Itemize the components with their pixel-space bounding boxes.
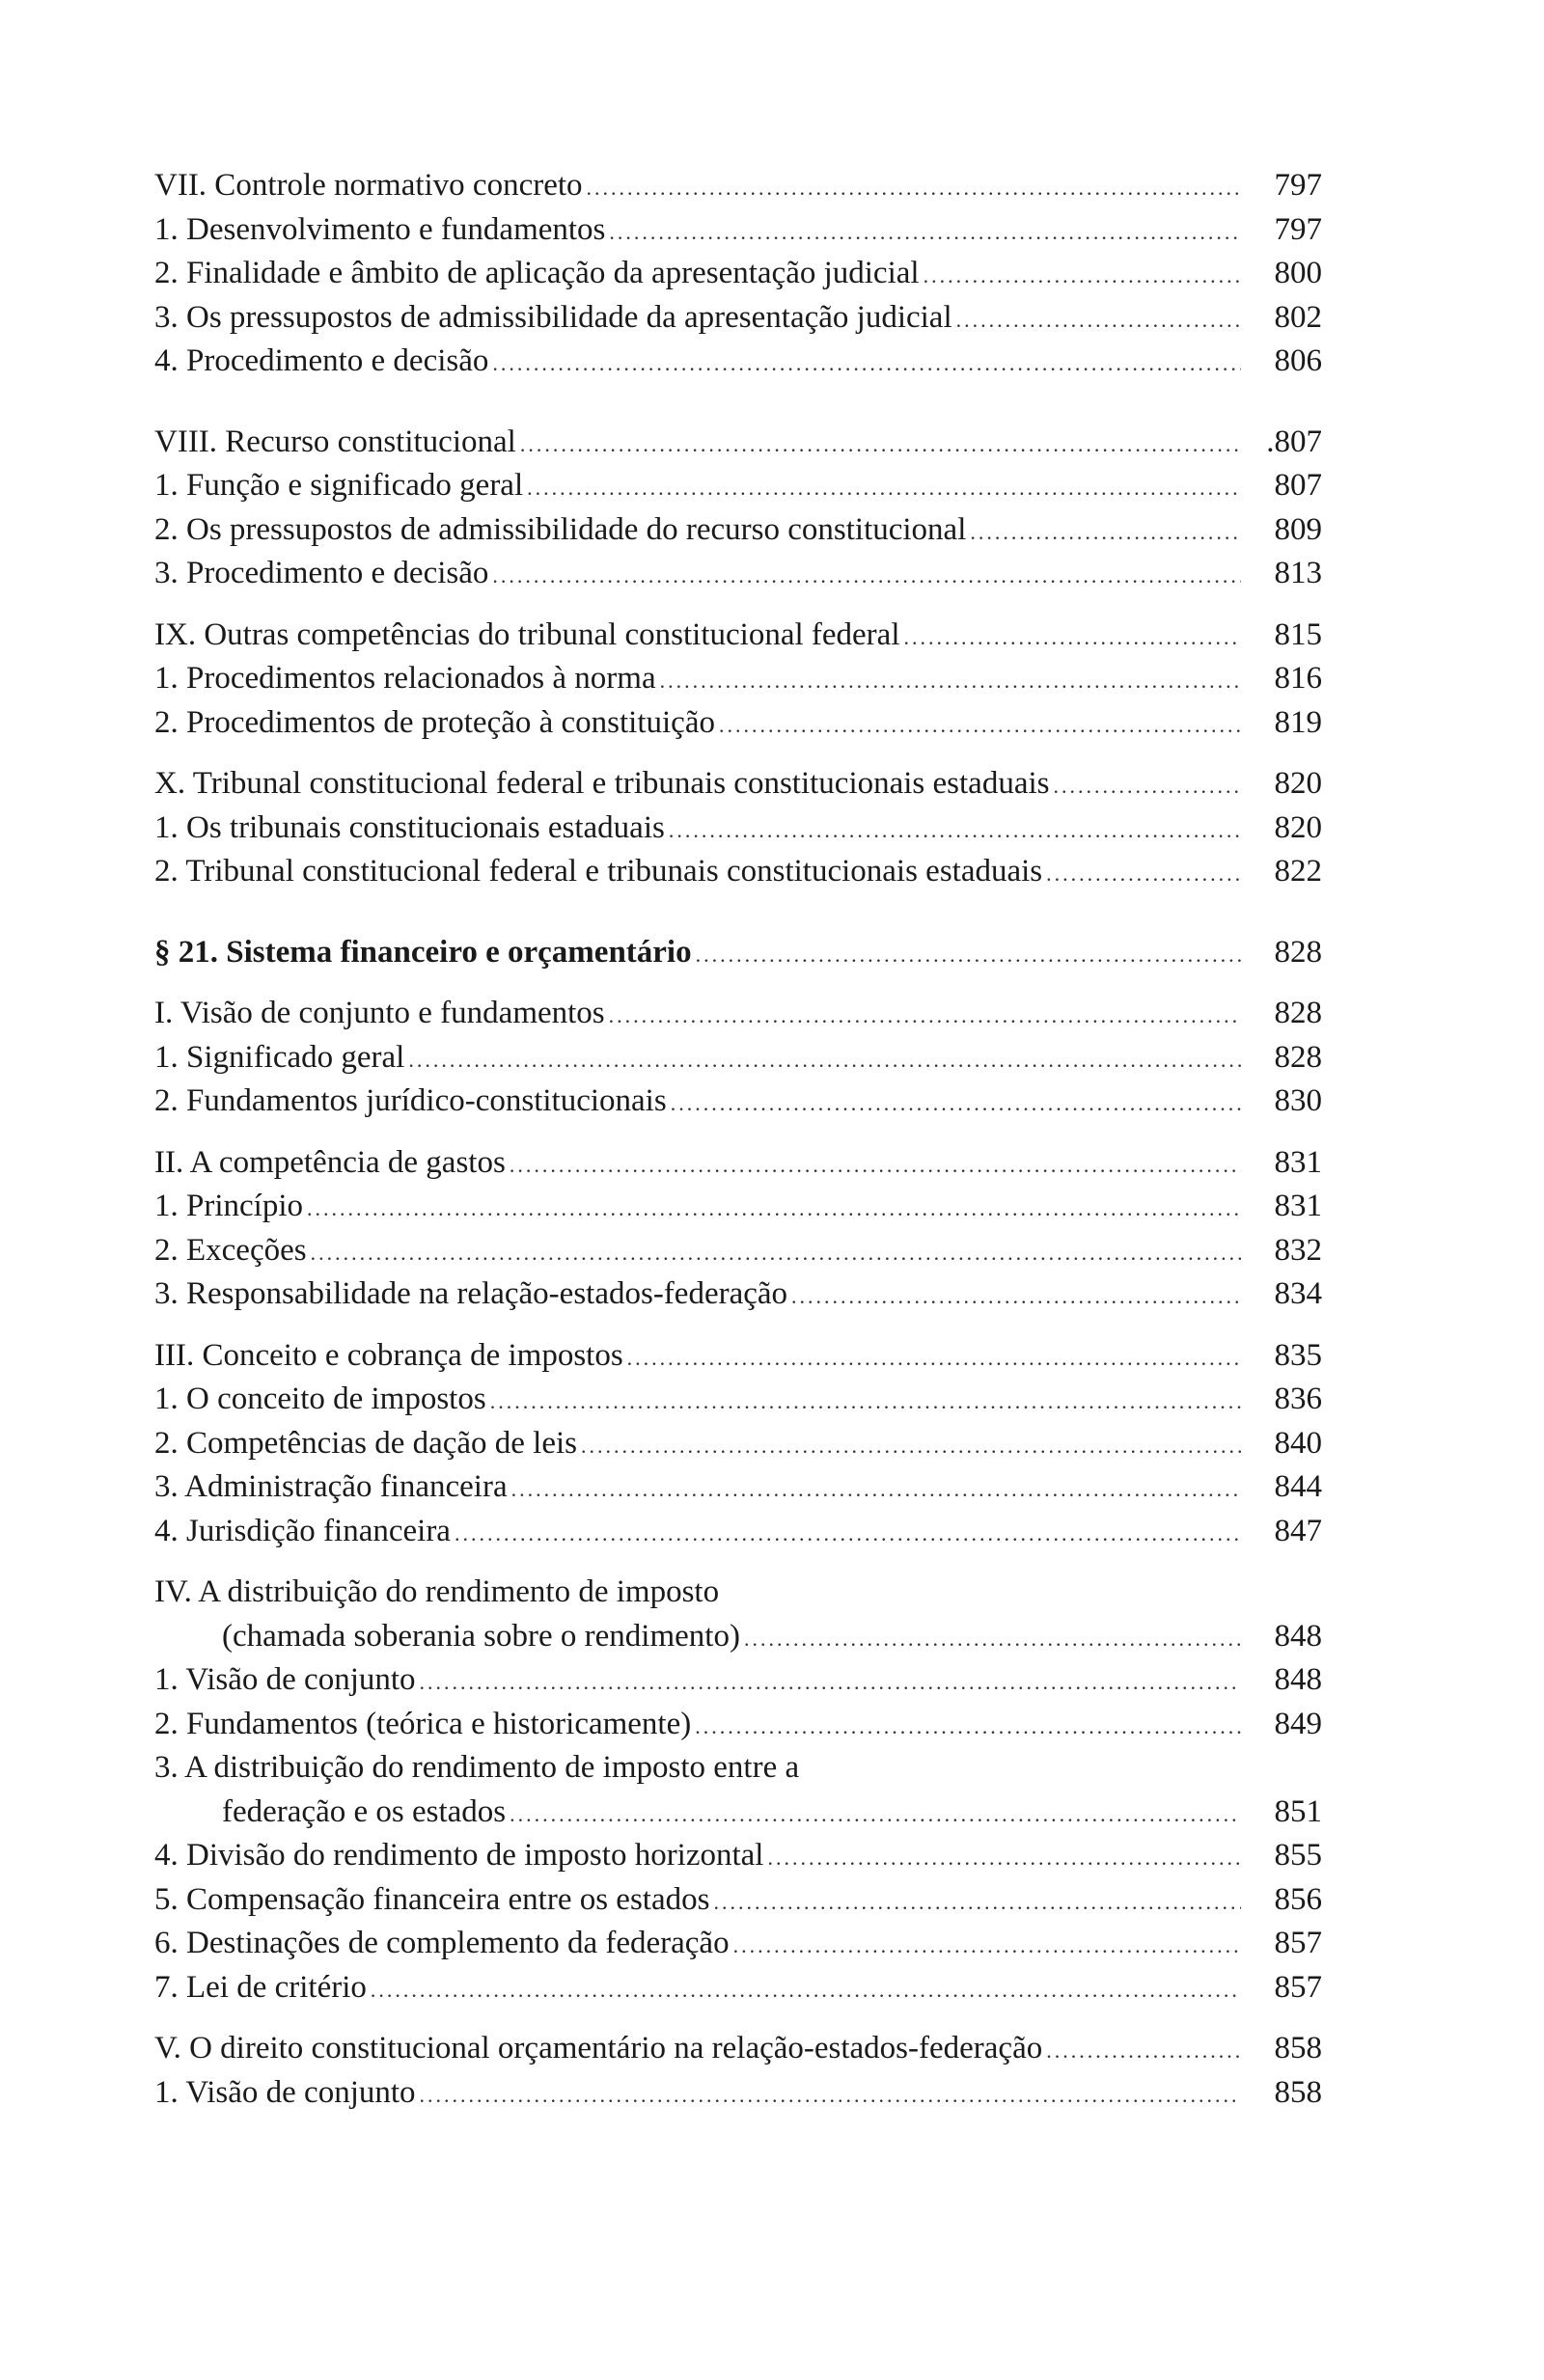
toc-section-heading [154, 931, 1322, 975]
toc-entry [154, 164, 1322, 208]
dot-leader [371, 1968, 1241, 2012]
toc-entry [154, 508, 1322, 553]
toc-entry [154, 1465, 1322, 1510]
toc-entry-page: .807 [1266, 424, 1322, 459]
toc-entry-title: 2. Fundamentos jurídico-constitucionais [154, 1083, 667, 1118]
toc-entry-page: 830 [1274, 1083, 1322, 1118]
dot-leader [520, 423, 1241, 467]
toc-entry-title: 4. Procedimento e decisão [154, 343, 489, 378]
toc-entry-page: 844 [1274, 1469, 1322, 1504]
toc-entry-page: 847 [1274, 1513, 1322, 1548]
toc-entry-title: IX. Outras competências do tribunal constitucional federal [154, 616, 900, 652]
toc-entry [154, 1878, 1322, 1923]
toc-entry [154, 1791, 1322, 1835]
toc-entry [154, 1272, 1322, 1317]
dot-leader [455, 1512, 1241, 1556]
toc-entry-page: 855 [1274, 1838, 1322, 1873]
toc-entry [154, 992, 1322, 1036]
dot-leader [713, 1880, 1241, 1925]
toc-entry-page: 857 [1274, 1926, 1322, 1960]
toc-entry-title: VIII. Recurso constitucional [154, 424, 516, 459]
toc-entry [154, 701, 1322, 746]
toc-entry-page: 816 [1274, 661, 1322, 696]
toc-entry [154, 1141, 1322, 1186]
toc-entry [154, 296, 1322, 341]
toc-entry [154, 1080, 1322, 1124]
toc-entry-page: 800 [1274, 256, 1322, 290]
dot-leader [733, 1924, 1241, 1968]
toc-entry [154, 1510, 1322, 1554]
toc-entry-page: 797 [1274, 168, 1322, 203]
dot-leader [719, 703, 1241, 748]
toc-entry-page: 802 [1274, 299, 1322, 335]
toc-entry-page: 807 [1274, 468, 1322, 503]
toc-entry [154, 1334, 1322, 1379]
toc-entry [154, 1703, 1322, 1747]
toc-entry [154, 1036, 1322, 1081]
dot-leader [510, 1792, 1241, 1837]
dot-leader [311, 1231, 1241, 1275]
toc-entry-title: 1. Desenvolvimento e fundamentos [154, 211, 606, 247]
dot-leader [581, 1424, 1241, 1468]
dot-leader [924, 254, 1241, 298]
toc-entry [154, 2071, 1322, 2116]
toc-entry-title: 2. Procedimentos de proteção à constituição [154, 704, 715, 740]
toc-entry-page: 828 [1274, 934, 1322, 970]
toc-entry-page: 834 [1274, 1276, 1322, 1311]
dot-leader [904, 616, 1242, 660]
toc-entry-title: (chamada soberania sobre o rendimento) [222, 1618, 740, 1654]
toc-entry-page: 831 [1274, 1189, 1322, 1223]
toc-entry [154, 807, 1322, 851]
toc-entry-title: 7. Lei de critério [154, 1969, 367, 2005]
dot-leader [511, 1467, 1241, 1512]
toc-entry-page: 806 [1274, 343, 1322, 378]
toc-heading-line: IV. A distribuição do rendimento de imposto [154, 1574, 720, 1609]
table-of-contents [154, 164, 1322, 2115]
toc-entry-title: X. Tribunal constitucional federal e tribunais constitucionais estaduais [154, 766, 1050, 801]
toc-entry [154, 2027, 1322, 2071]
toc-entry-title: VII. Controle normativo concreto [154, 168, 583, 203]
dot-leader [420, 1660, 1241, 1705]
toc-entry-page: 819 [1274, 704, 1322, 740]
toc-entry [154, 657, 1322, 701]
toc-entry-title: § 21. Sistema financeiro e orçamentário [154, 934, 692, 970]
dot-leader [527, 466, 1241, 510]
toc-entry-title: 1. O conceito de impostos [154, 1381, 486, 1416]
toc-entry-page: 820 [1274, 809, 1322, 845]
dot-leader [767, 1836, 1241, 1880]
toc-entry [154, 850, 1322, 894]
dot-leader [609, 210, 1241, 255]
toc-entry-title: 3. Administração financeira [154, 1469, 508, 1504]
dot-leader [492, 342, 1241, 386]
toc-entry [154, 1229, 1322, 1273]
dot-leader [744, 1617, 1241, 1661]
toc-entry-title: 1. Visão de conjunto [154, 1662, 416, 1697]
dot-leader [970, 510, 1241, 555]
toc-entry-title: 1. Função e significado geral [154, 468, 524, 503]
dot-leader [956, 298, 1241, 342]
toc-entry-title: 3. Procedimento e decisão [154, 556, 489, 590]
dot-leader [408, 1038, 1241, 1082]
toc-entry-title: 2. Exceções [154, 1232, 307, 1268]
toc-entry [154, 1658, 1322, 1703]
toc-entry [154, 1922, 1322, 1966]
toc-entry-title: 1. Visão de conjunto [154, 2074, 416, 2110]
toc-entry [154, 762, 1322, 807]
toc-entry-page: 857 [1274, 1969, 1322, 2005]
toc-entry-title: 2. Finalidade e âmbito de aplicação da apresentação judicial [154, 256, 920, 290]
toc-entry-title: 1. Significado geral [154, 1039, 405, 1075]
toc-entry [154, 1615, 1322, 1659]
dot-leader [791, 1274, 1241, 1319]
toc-entry [154, 421, 1322, 465]
toc-entry-page: 822 [1274, 854, 1322, 889]
toc-entry-page: 820 [1274, 766, 1322, 801]
toc-entry-title: III. Conceito e cobrança de impostos [154, 1337, 623, 1373]
toc-entry [154, 552, 1322, 596]
toc-entry-title: 2. Fundamentos (teórica e historicamente) [154, 1706, 692, 1741]
toc-entry [154, 340, 1322, 384]
dot-leader [1046, 852, 1241, 896]
toc-entry-title: V. O direito constitucional orçamentário na relação-estados-federação [154, 2031, 1043, 2065]
dot-leader [510, 1143, 1241, 1188]
toc-entry-title: II. A competência de gastos [154, 1144, 506, 1180]
dot-leader [1046, 2029, 1241, 2073]
toc-entry-page: 856 [1274, 1881, 1322, 1917]
toc-entry-title: I. Visão de conjunto e fundamentos [154, 996, 605, 1030]
dot-leader [609, 994, 1241, 1038]
toc-entry-title: 4. Jurisdição financeira [154, 1513, 451, 1548]
dot-leader [1053, 764, 1241, 808]
toc-entry-title: 6. Destinações de complemento da federação [154, 1926, 730, 1960]
toc-entry [154, 252, 1322, 296]
toc-entry-page: 851 [1274, 1793, 1322, 1829]
toc-entry-page: 828 [1274, 1039, 1322, 1075]
dot-leader [669, 808, 1241, 853]
toc-entry-page: 813 [1274, 556, 1322, 590]
toc-entry-page: 815 [1274, 616, 1322, 652]
toc-entry-title: 3. Responsabilidade na relação-estados-federação [154, 1276, 788, 1311]
toc-entry-page: 858 [1274, 2074, 1322, 2110]
toc-entry-title: 1. Princípio [154, 1189, 303, 1223]
toc-entry-page: 835 [1274, 1337, 1322, 1373]
toc-entry-title: 2. Os pressupostos de admissibilidade do recurso constitucional [154, 511, 967, 547]
toc-entry-title: 5. Compensação financeira entre os estados [154, 1881, 710, 1917]
toc-entry-page: 836 [1274, 1381, 1322, 1416]
toc-entry [154, 208, 1322, 253]
toc-entry [154, 1966, 1322, 2011]
dot-leader [420, 2073, 1241, 2118]
dot-leader [492, 554, 1241, 598]
toc-entry-title: 2. Competências de dação de leis [154, 1425, 578, 1461]
toc-entry [154, 464, 1322, 508]
toc-entry [154, 1378, 1322, 1422]
toc-entry-page: 848 [1274, 1618, 1322, 1654]
toc-entry-title: 4. Divisão do rendimento de imposto horizontal [154, 1838, 764, 1873]
toc-entry [154, 1422, 1322, 1466]
toc-entry-page: 858 [1274, 2031, 1322, 2065]
toc-entry-title: 3. Os pressupostos de admissibilidade da apresentação judicial [154, 299, 952, 335]
dot-leader [695, 1705, 1241, 1749]
toc-entry [154, 1834, 1322, 1878]
dot-leader [696, 933, 1241, 977]
toc-entry-page: 849 [1274, 1706, 1322, 1741]
toc-entry [154, 614, 1322, 658]
dot-leader [307, 1187, 1241, 1231]
toc-entry-title: 1. Os tribunais constitucionais estaduais [154, 809, 665, 845]
toc-heading-line: 3. A distribuição do rendimento de imposto entre a [154, 1750, 800, 1785]
toc-entry-page: 797 [1274, 211, 1322, 247]
dot-leader [587, 166, 1241, 210]
dot-leader [490, 1380, 1241, 1424]
toc-entry-page: 840 [1274, 1425, 1322, 1461]
toc-entry-page: 831 [1274, 1144, 1322, 1180]
toc-entry-title: 1. Procedimentos relacionados à norma [154, 661, 656, 696]
toc-entry-page: 809 [1274, 511, 1322, 547]
toc-entry-title: federação e os estados [222, 1793, 507, 1829]
toc-entry-title: 2. Tribunal constitucional federal e tribunais constitucionais estaduais [154, 854, 1043, 889]
toc-entry-page: 828 [1274, 996, 1322, 1030]
toc-entry-page: 832 [1274, 1232, 1322, 1268]
toc-entry [154, 1185, 1322, 1229]
dot-leader [660, 659, 1241, 703]
dot-leader [627, 1336, 1241, 1381]
dot-leader [671, 1081, 1241, 1126]
toc-entry-page: 848 [1274, 1662, 1322, 1697]
